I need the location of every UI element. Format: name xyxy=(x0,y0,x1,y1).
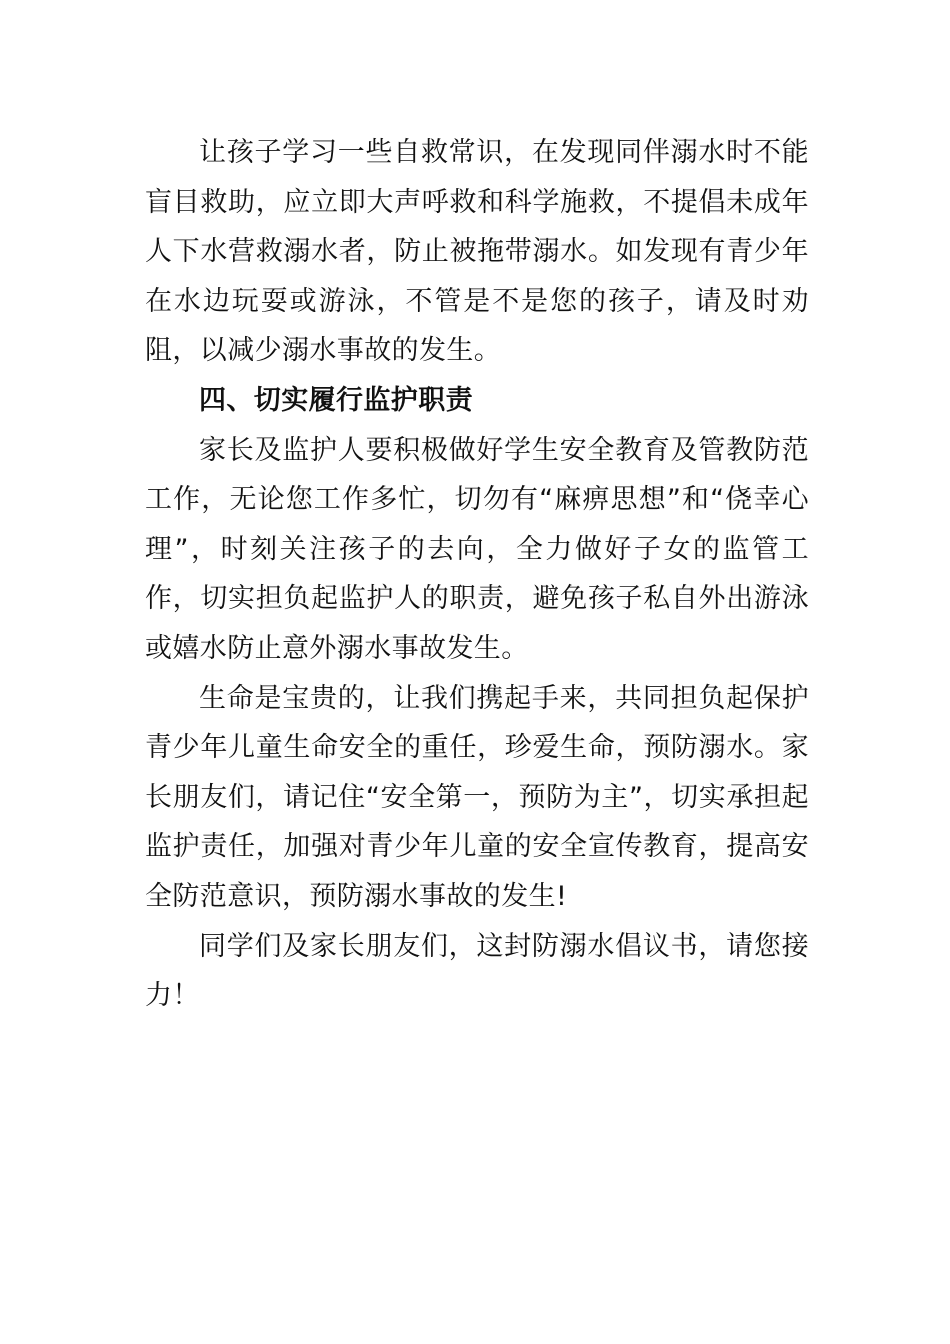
section-heading-guardian-duty: 四、切实履行监护职责 xyxy=(199,384,473,416)
paragraph-closing: 同学们及家长朋友们，这封防溺水倡议书，请您接力！ xyxy=(145,930,809,1012)
paragraph-cherish-life: 生命是宝贵的，让我们携起手来，共同担负起保护青少年儿童生命安全的重任，珍爱生命，预防溺水。家长朋友们，请记住“安全第一，预防为主”，切实承担起监护责任，加强对青少年儿童的安全宣传教育，提高安全防范意识，预防溺水事故的发生! xyxy=(145,682,809,912)
paragraph-self-rescue: 让孩子学习一些自救常识，在发现同伴溺水时不能盲目救助，应立即大声呼救和科学施救，不提倡未成年人下水营救溺水者，防止被拖带溺水。如发现有青少年在水边玩耍或游泳，不管是不是您的孩子，请及时劝阻，以减少溺水事故的发生。 xyxy=(145,137,809,367)
paragraph-guardian-duty: 家长及监护人要积极做好学生安全教育及管教防范工作，无论您工作多忙，切勿有“麻痹思想”和“侥幸心理”，时刻关注孩子的去向，全力做好子女的监管工作，切实担负起监护人的职责，避免孩子私自外出游泳或嬉水防止意外溺水事故发生。 xyxy=(145,434,809,664)
document-body xyxy=(145,128,809,1021)
